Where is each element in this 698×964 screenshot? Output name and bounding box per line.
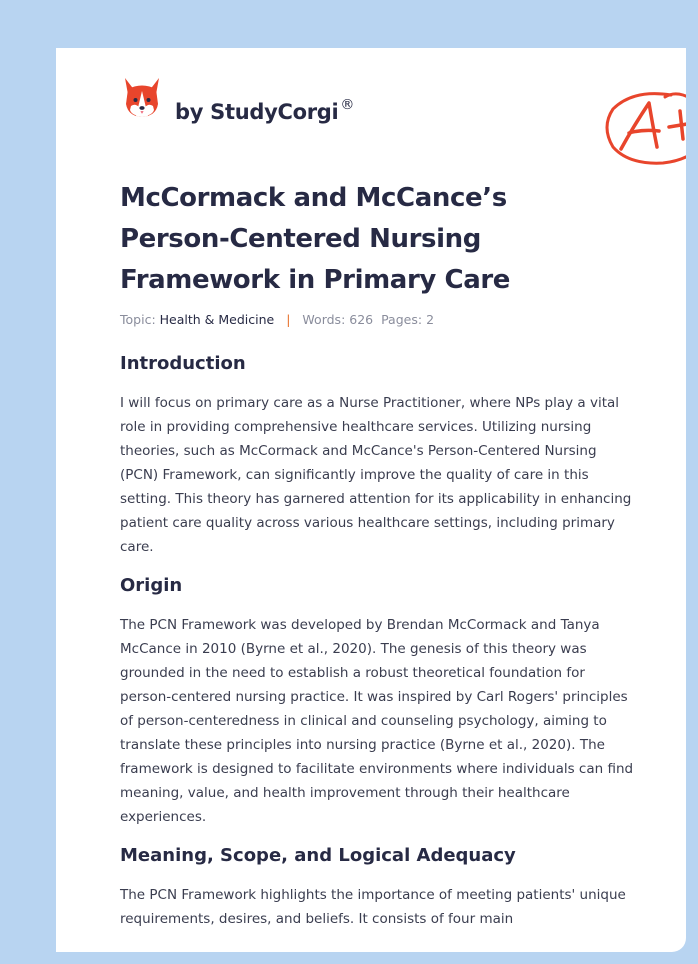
document-page <box>56 48 686 952</box>
section-heading-origin: Origin <box>120 575 183 596</box>
document-title: McCormack and McCance’s Person-Centered Nursing Framework in Primary Care <box>120 183 511 295</box>
header <box>120 76 640 148</box>
corgi-icon <box>122 76 162 120</box>
document-meta <box>120 312 434 327</box>
pages-count: 2 <box>426 312 435 327</box>
section-paragraph-origin: The PCN Framework was developed by Brendan McCormack and Tanya McCance in 2010 (Byrne et al., 2020). The genesis of this theory was grounded in the need to establish a robust theoretical foundation for person-centered nursing practice. It was inspired by Carl Rogers' principles of person-centeredness in clinical and counseling psychology, aiming to translate these principles into nursing practice (Byrne et al., 2020). The framework is designed to facilitate environments where individuals can find meaning, value, and health improvement through their healthcare experiences. <box>120 617 634 825</box>
section-paragraph-meaning-scope: The PCN Framework highlights the importance of meeting patients' unique requirements, desires, and beliefs. It consists of four main <box>120 887 626 927</box>
pages-label: Pages: <box>381 312 423 327</box>
brand-name[interactable] <box>175 97 354 124</box>
topic-link[interactable]: Health & Medicine <box>159 312 275 327</box>
section-paragraph-introduction: I will focus on primary care as a Nurse Practitioner, where NPs play a vital role in providing comprehensive healthcare services. Utilizing nursing theories, such as McCormack and McCance's Person-Centered Nursing (PCN) Framework, can significantly improve the quality of care in this setting. This theory has garnered attention for its applicability in enhancing patient care quality across various healthcare settings, including primary care. <box>120 395 632 555</box>
words-label: Words: <box>302 312 346 327</box>
brand-text: by StudyCorgi <box>175 100 339 124</box>
registered-mark: ® <box>340 97 355 113</box>
a-plus-grade-icon <box>603 87 686 167</box>
section-heading-meaning-scope: Meaning, Scope, and Logical Adequacy <box>120 845 516 866</box>
words-count: 626 <box>349 312 374 327</box>
section-heading-introduction: Introduction <box>120 353 246 374</box>
topic-label: Topic: <box>120 312 156 327</box>
meta-separator: | <box>286 312 291 327</box>
